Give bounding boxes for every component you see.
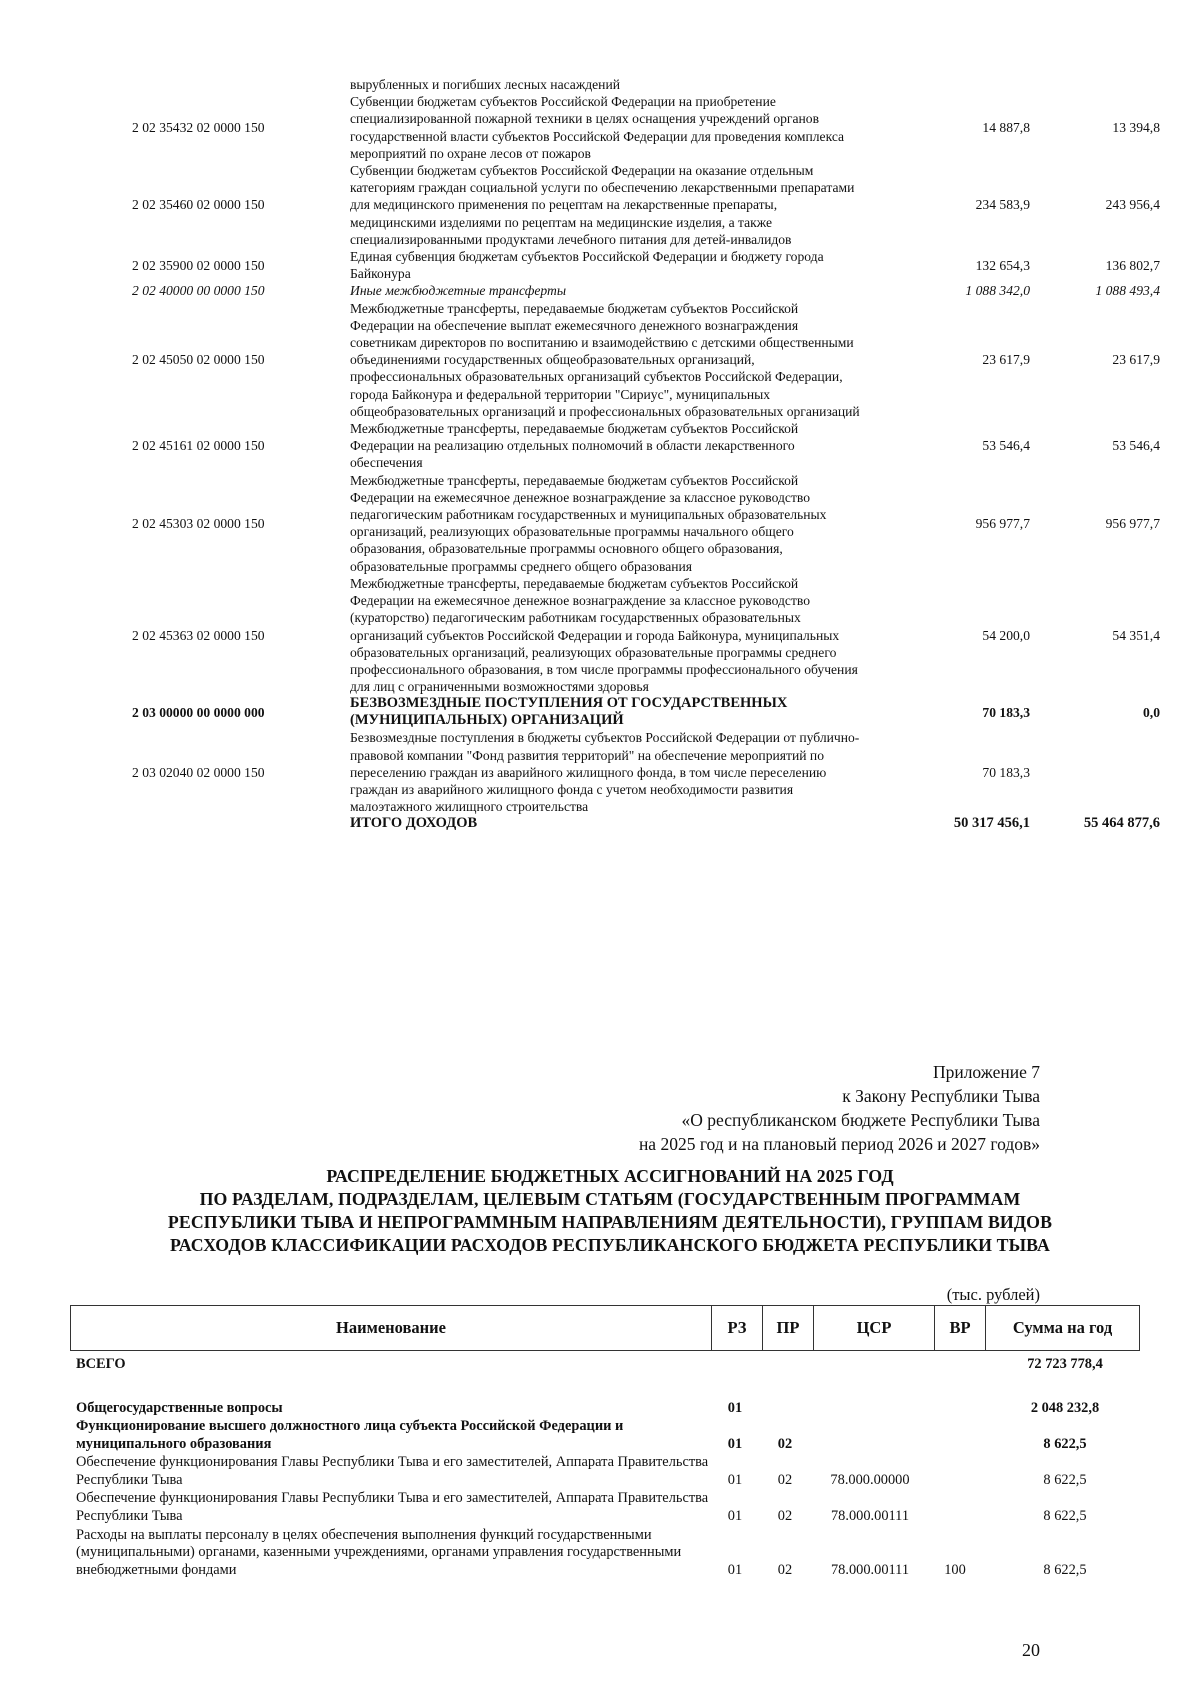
- income-code: 2 03 00000 00 0000 000: [132, 704, 265, 720]
- income-row: [110, 472, 1160, 575]
- income-name: Межбюджетные трансферты, передаваемые бюджетам субъектов Российской Федерации на ежемесячное денежное вознаграждение за классное руководство (кураторство) педагогическим работникам государственных образовательных организаций субъектов Российской Федерации и города Байконура, муниципальных образовательных организаций, реализующих образовательные программы среднего профессионального образования, в том числе программы профессионального обучения для лиц с ограниченными возможностями здоровья: [350, 575, 858, 695]
- row-rz: 01: [727, 1561, 743, 1578]
- income-value-2026: 70 183,3: [982, 764, 1030, 780]
- row-pr: 02: [777, 1471, 793, 1488]
- row-name: Функционирование высшего должностного лица субъекта Российской Федерации и муниципального образования: [76, 1418, 624, 1452]
- header-sum: Сумма на год: [985, 1306, 1139, 1350]
- income-row: [110, 93, 1160, 162]
- income-name: Безвозмездные поступления в бюджеты субъектов Российской Федерации от публично-правовой компании "Фонд развития территорий" на обеспечение мероприятий по переселению граждан из аварийного жилищного фонда, в том числе переселению граждан из аварийного жилищного фонда с учетом необходимости развития малоэтажного жилищного строительства: [350, 730, 860, 815]
- table-row: [70, 1489, 1140, 1525]
- allocation-table-body: [70, 1351, 1140, 1579]
- income-name: Единая субвенция бюджетам субъектов Российской Федерации и бюджету города Байконура: [350, 249, 824, 282]
- income-row: [110, 575, 1160, 695]
- income-value-2026: 956 977,7: [975, 515, 1030, 531]
- row-sum: 72 723 778,4: [1027, 1355, 1103, 1372]
- appendix-line: к Закону Республики Тыва: [842, 1086, 1040, 1106]
- row-name: Общегосударственные вопросы: [76, 1399, 283, 1416]
- income-value-2026: 14 887,8: [982, 120, 1030, 135]
- row-sum: 8 622,5: [1043, 1507, 1087, 1524]
- income-value-2027: [1030, 729, 1160, 815]
- row-csr: 78.000.00111: [830, 1507, 910, 1524]
- title-line: РЕСПУБЛИКИ ТЫВА И НЕПРОГРАММНЫМ НАПРАВЛЕНИЯМ ДЕЯТЕЛЬНОСТИ), ГРУППАМ ВИДОВ: [167, 1212, 1053, 1232]
- row-name: Обеспечение функционирования Главы Республики Тыва и его заместителей, Аппарата Правительства Республики Тыва: [76, 1490, 709, 1524]
- row-sum: 8 622,5: [1043, 1561, 1087, 1578]
- title-line: ПО РАЗДЕЛАМ, ПОДРАЗДЕЛАМ, ЦЕЛЕВЫМ СТАТЬЯМ (ГОСУДАРСТВЕННЫМ ПРОГРАММАМ: [199, 1189, 1021, 1209]
- appendix-line: на 2025 год и на плановый период 2026 и 2027 годов»: [638, 1134, 1040, 1154]
- row-rz: 01: [727, 1435, 743, 1452]
- income-value-2026: 54 200,0: [982, 627, 1030, 643]
- table-row: [70, 1417, 1140, 1453]
- income-code: 2 03 02040 02 0000 150: [132, 764, 265, 780]
- income-total-row: [110, 815, 1160, 832]
- income-total-label: ИТОГО ДОХОДОВ: [350, 815, 478, 832]
- title-line: РАСХОДОВ КЛАССИФИКАЦИИ РАСХОДОВ РЕСПУБЛИКАНСКОГО БЮДЖЕТА РЕСПУБЛИКИ ТЫВА: [170, 1235, 1050, 1255]
- income-name: вырубленных и погибших лесных насаждений: [350, 77, 621, 92]
- header-pr: ПР: [762, 1306, 813, 1350]
- row-csr: 78.000.00111: [830, 1561, 910, 1578]
- income-value-2027: 1 088 493,4: [1095, 283, 1160, 299]
- income-row: [110, 300, 1160, 420]
- income-value-2026: 70 183,3: [982, 704, 1030, 720]
- row-name: Обеспечение функционирования Главы Республики Тыва и его заместителей, Аппарата Правительства Республики Тыва: [76, 1454, 709, 1488]
- row-name: Расходы на выплаты персоналу в целях обеспечения выполнения функций государственными (муниципальными) органами, казенными учреждениями, органами управления государственными внебюджетными фондами: [76, 1526, 682, 1578]
- row-pr: 02: [777, 1507, 793, 1524]
- income-name: Субвенции бюджетам субъектов Российской Федерации на приобретение специализированной пожарной техники в целях оснащения учреждений органов государственной власти субъектов Российской Федерации для проведения комплекса мероприятий по охране лесов от пожаров: [350, 94, 845, 161]
- allocation-table-header: [70, 1305, 1140, 1351]
- income-value-2027: 54 351,4: [1112, 627, 1160, 643]
- appendix-line: «О республиканском бюджете Республики Тыва: [681, 1110, 1040, 1130]
- income-value-2027: 13 394,8: [1112, 120, 1160, 135]
- income-value-2026: 234 583,9: [975, 197, 1030, 213]
- income-name: Межбюджетные трансферты, передаваемые бюджетам субъектов Российской Федерации на обеспечение выплат ежемесячного денежного вознаграждения советникам директоров по воспитанию и взаимодействию с детскими общественными объединениями государственных общеобразовательных организаций, профессиональных образовательных организаций субъектов Российской Федерации, города Байконура и федеральной территории "Сириус", муниципальных общеобразовательных организаций и профессиональных образовательных организаций: [350, 300, 860, 419]
- header-name: Наименование: [336, 1318, 446, 1337]
- header-rz: РЗ: [711, 1306, 762, 1350]
- row-sum: 8 622,5: [1043, 1435, 1087, 1452]
- income-value-2027: 136 802,7: [1105, 257, 1160, 273]
- income-code: [110, 815, 350, 832]
- income-value-2027: 23 617,9: [1112, 352, 1160, 368]
- income-value-2026: 1 088 342,0: [965, 283, 1030, 299]
- income-code: 2 02 40000 00 0000 150: [132, 283, 265, 299]
- income-value-2026: 53 546,4: [982, 438, 1030, 454]
- income-row: [110, 162, 1160, 248]
- document-title: [100, 1165, 1120, 1257]
- row-csr: 78.000.00000: [830, 1471, 910, 1488]
- income-value-2027: 53 546,4: [1112, 438, 1160, 454]
- income-value-2026: 132 654,3: [975, 257, 1030, 273]
- row-rz: 01: [727, 1507, 743, 1524]
- row-sum: 2 048 232,8: [1030, 1399, 1100, 1416]
- row-pr: 02: [777, 1561, 793, 1578]
- income-value-2027: 956 977,7: [1105, 515, 1160, 531]
- income-row: [110, 248, 1160, 282]
- income-row: [110, 729, 1160, 815]
- page-number: 20: [1022, 1640, 1040, 1660]
- income-row: [110, 695, 1160, 729]
- income-code: 2 02 35460 02 0000 150: [132, 197, 265, 213]
- row-vr: 100: [944, 1561, 966, 1578]
- income-code: 2 02 35432 02 0000 150: [132, 120, 265, 135]
- row-rz: 01: [727, 1399, 743, 1416]
- income-total-2027: 55 464 877,6: [1083, 815, 1160, 832]
- income-value-2027: 243 956,4: [1105, 197, 1160, 213]
- row-name: ВСЕГО: [76, 1355, 126, 1372]
- income-code: 2 02 45161 02 0000 150: [132, 438, 265, 454]
- table-row: [70, 1453, 1140, 1489]
- table-row: [70, 1525, 1140, 1579]
- income-row: [110, 420, 1160, 472]
- income-name: Субвенции бюджетам субъектов Российской Федерации на оказание отдельным категориям граждан социальной услуги по обеспечению лекарственными препаратами для медицинского применения по рецептам на лекарственные препараты, медицинскими изделиями по рецептам на медицинские изделия, а также специализированными продуктами лечебного питания для детей-инвалидов: [350, 163, 855, 247]
- table-row: [70, 1381, 1140, 1417]
- income-row: [110, 76, 1160, 93]
- row-rz: 01: [727, 1471, 743, 1488]
- income-code: 2 02 45363 02 0000 150: [132, 627, 265, 643]
- income-code: 2 02 45303 02 0000 150: [132, 515, 265, 531]
- income-name: Межбюджетные трансферты, передаваемые бюджетам субъектов Российской Федерации на ежемесячное денежное вознаграждение за классное руководство педагогическим работникам государственных и муниципальных образовательных организаций, реализующих образовательные программы начального общего образования, образовательные программы основного общего образования, образовательные программы среднего общего образования: [350, 472, 827, 574]
- income-name: Межбюджетные трансферты, передаваемые бюджетам субъектов Российской Федерации на реализацию отдельных полномочий в области лекарственного обеспечения: [350, 421, 799, 471]
- income-code: 2 02 35900 02 0000 150: [132, 257, 265, 273]
- income-value-2026: 23 617,9: [982, 352, 1030, 368]
- income-value-2027: [1030, 76, 1160, 93]
- title-line: РАСПРЕДЕЛЕНИЕ БЮДЖЕТНЫХ АССИГНОВАНИЙ НА 2025 ГОД: [326, 1166, 894, 1186]
- income-code: [110, 76, 350, 93]
- row-pr: 02: [777, 1435, 793, 1452]
- table-row: [70, 1351, 1140, 1373]
- income-table: [110, 76, 1160, 833]
- header-vr: ВР: [934, 1306, 985, 1350]
- income-name: БЕЗВОЗМЕЗДНЫЕ ПОСТУПЛЕНИЯ ОТ ГОСУДАРСТВЕННЫХ (МУНИЦИПАЛЬНЫХ) ОРГАНИЗАЦИЙ: [350, 695, 788, 729]
- income-name: Иные межбюджетные трансферты: [350, 283, 567, 299]
- appendix-header: [639, 1060, 1040, 1156]
- units-label: (тыс. рублей): [946, 1285, 1040, 1304]
- income-value-2026: [870, 76, 1030, 93]
- income-code: 2 02 45050 02 0000 150: [132, 352, 265, 368]
- income-total-2026: 50 317 456,1: [953, 815, 1030, 832]
- header-csr: ЦСР: [813, 1306, 934, 1350]
- income-row: [110, 282, 1160, 299]
- row-sum: 8 622,5: [1043, 1471, 1087, 1488]
- income-value-2027: 0,0: [1143, 704, 1160, 720]
- appendix-line: Приложение 7: [932, 1062, 1040, 1082]
